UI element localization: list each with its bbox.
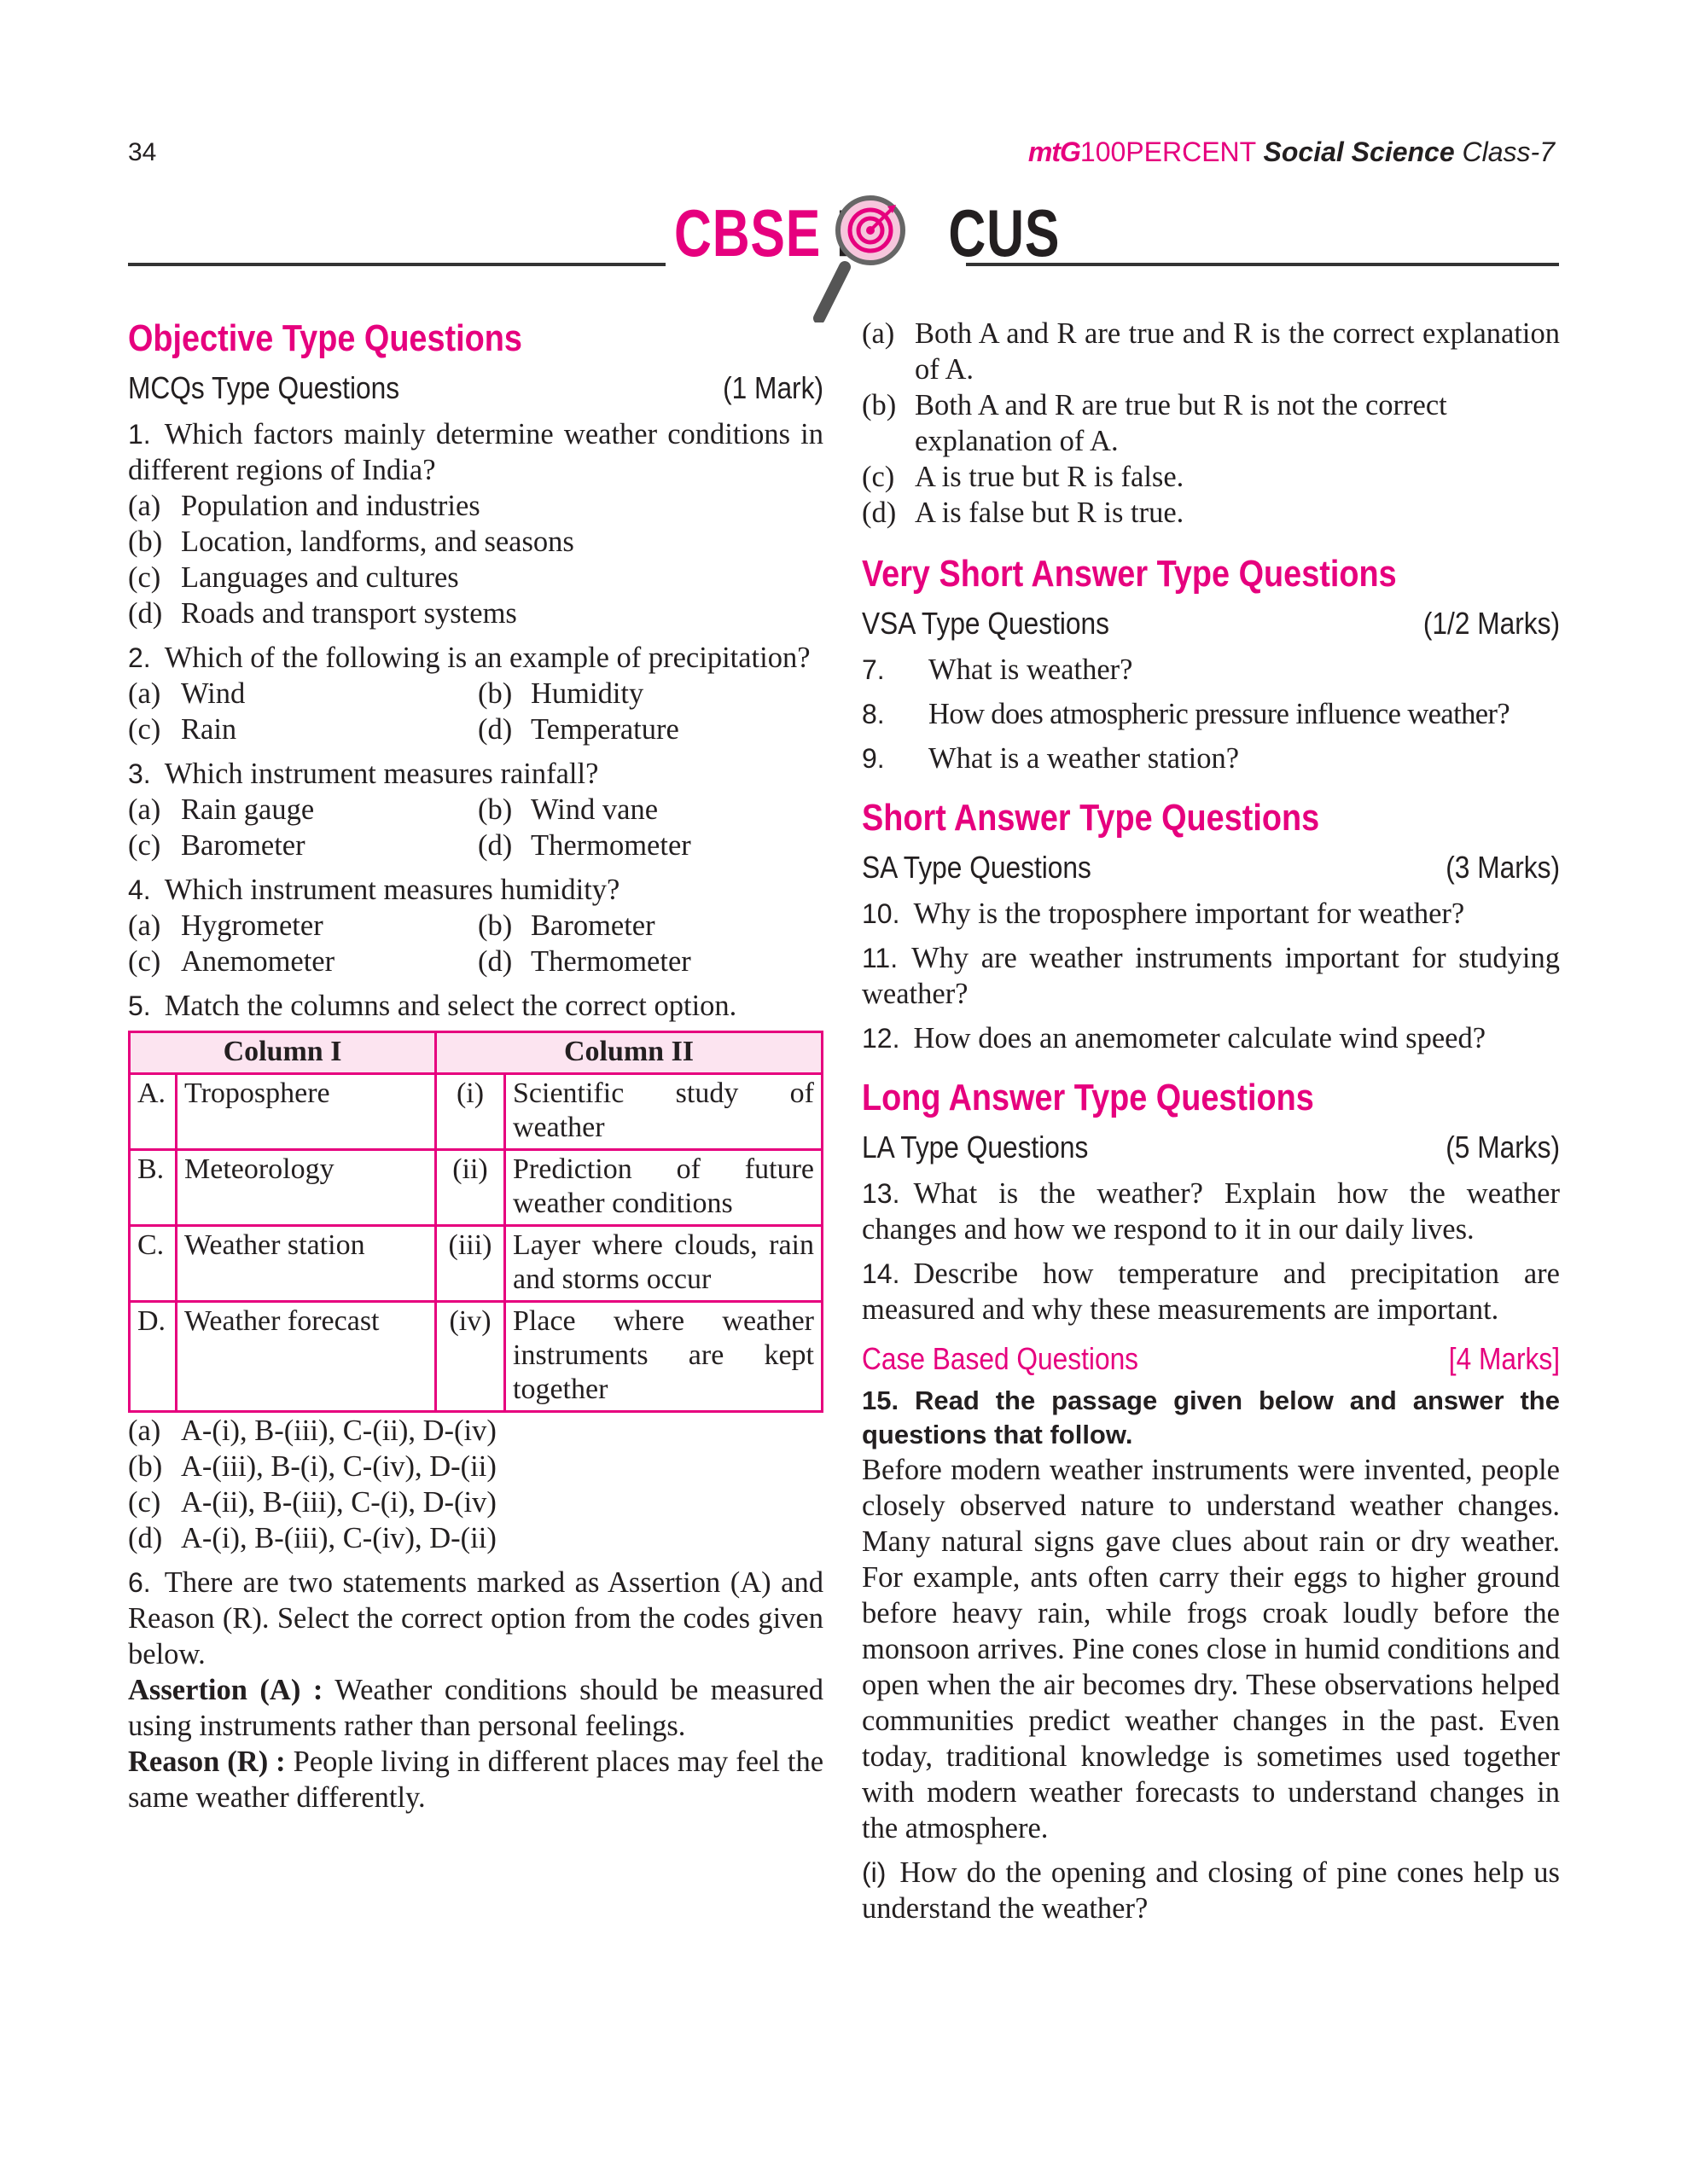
brand-subject: Social Science	[1263, 136, 1455, 167]
section-title-vsa: Very Short Answer Type Questions	[862, 553, 1397, 595]
question-5: 5. Match the columns and select the correct option.	[128, 990, 737, 1022]
option: (d) A-(i), B-(iii), C-(iv), D-(ii)	[128, 1522, 497, 1554]
table-row: A. Troposphere (i) Scientific study of weather	[130, 1074, 823, 1150]
case-sub-question-i: (i) How do the opening and closing of pine cones help us understand the weather?	[862, 1856, 1560, 1925]
table-row: D. Weather forecast (iv) Place where weather instruments are kept together	[130, 1302, 823, 1412]
question-8: 8. How does atmospheric pressure influence weather?	[862, 698, 1510, 730]
assertion: Assertion (A) : Weather conditions should be measured using instruments rather than personal feelings.	[128, 1674, 823, 1742]
la-subtitle: LA Type Questions	[862, 1130, 1089, 1165]
options-grid	[128, 676, 823, 747]
option: (c) Anemometer	[128, 945, 335, 978]
option: (b) Both A and R are true but R is not the correct explanation of A.	[862, 389, 1447, 457]
question-9: 9. What is a weather station?	[862, 742, 1240, 775]
la-subheader	[862, 1128, 1560, 1167]
option: (a) Both A and R are true and R is the correct explanation of A.	[862, 317, 1560, 386]
option: (b) Wind vane	[478, 793, 659, 826]
question-12: 12. How does an anemometer calculate wind speed?	[862, 1022, 1486, 1054]
left-column	[128, 316, 823, 1815]
question-10: 10. Why is the troposphere important for weather?	[862, 897, 1465, 930]
option: (c) A-(ii), B-(iii), C-(i), D-(iv)	[128, 1486, 497, 1519]
reason: Reason (R) : People living in different places may feel the same weather differently.	[128, 1745, 824, 1814]
option: (d) A is false but R is true.	[862, 497, 1184, 529]
option: (d) Thermometer	[478, 945, 691, 978]
right-column	[862, 316, 1560, 1926]
option: (a) Rain gauge	[128, 793, 315, 826]
option: (a) Hygrometer	[128, 909, 323, 942]
option: (c) A is true but R is false.	[862, 461, 1184, 493]
section-title-la: Long Answer Type Questions	[862, 1077, 1314, 1118]
magnifier-target-icon	[802, 195, 922, 322]
sa-subheader	[862, 848, 1560, 887]
option: (a) A-(i), B-(iii), C-(ii), D-(iv)	[128, 1414, 497, 1447]
question-14: 14. Describe how temperature and precipitation are measured and why these measurements are important.	[862, 1258, 1560, 1326]
sa-subtitle: SA Type Questions	[862, 850, 1091, 885]
options-grid	[128, 792, 823, 863]
section-title-objective: Objective Type Questions	[128, 317, 522, 359]
option: (d) Thermometer	[478, 829, 691, 862]
case-marks: [4 Marks]	[1448, 1341, 1560, 1376]
option: (b) Barometer	[478, 909, 655, 942]
brand-name: 100PERCENT	[1079, 136, 1256, 167]
question-3: 3. Which instrument measures rainfall?	[128, 758, 599, 790]
question-7: 7. What is weather?	[862, 653, 1133, 686]
column-1-header: Column I	[130, 1032, 436, 1074]
mcq-marks: (1 Mark)	[723, 370, 823, 405]
question-15-instruction: 15. Read the passage given below and answer the questions that follow.	[862, 1385, 1560, 1449]
case-passage: Before modern weather instruments were invented, people closely observed nature to understand weather changes. Many natural signs gave clues about rain or dry weather. For example, ants often carry their eggs to higher ground before heavy rain, while frogs croak loudly before the monsoon arrives. Pine cones close in humid conditions and open when the air becomes dry. These observations helped communities predict weather changes in the past. Even today, traditional knowledge is sometimes used together with modern weather forecasts to understand changes in the atmosphere.	[862, 1454, 1560, 1844]
option: (a) Population and industries	[128, 490, 480, 522]
mcq-subtitle: MCQs Type Questions	[128, 370, 400, 405]
banner-cus: CUS	[948, 195, 1061, 270]
column-2-header: Column II	[436, 1032, 823, 1074]
page-number: 34	[128, 138, 157, 166]
option: (c) Barometer	[128, 829, 305, 862]
question-1: 1. Which factors mainly determine weather conditions in different regions of India?	[128, 418, 823, 486]
question-11: 11. Why are weather instruments important for studying weather?	[862, 942, 1560, 1010]
banner-rule-left	[128, 263, 666, 266]
mcq-subheader	[128, 369, 823, 408]
option: (b) Humidity	[478, 677, 644, 710]
option: (b) Location, landforms, and seasons	[128, 526, 574, 558]
question-2: 2. Which of the following is an example of precipitation?	[128, 642, 811, 674]
section-title-sa: Short Answer Type Questions	[862, 797, 1320, 839]
option: (c) Rain	[128, 713, 237, 746]
brand-logo: mtG	[1027, 136, 1080, 167]
option: (d) Temperature	[478, 713, 679, 746]
vsa-marks: (1/2 Marks)	[1422, 606, 1560, 641]
vsa-subtitle: VSA Type Questions	[862, 606, 1110, 641]
brand-class: Class-7	[1462, 136, 1555, 167]
table-row: C. Weather station (iii) Layer where clouds, rain and storms occur	[130, 1226, 823, 1302]
la-marks: (5 Marks)	[1446, 1130, 1560, 1165]
option: (a) Wind	[128, 677, 246, 710]
case-subtitle: Case Based Questions	[862, 1341, 1139, 1376]
options-grid	[128, 908, 823, 979]
match-table	[128, 1031, 823, 1413]
question-4: 4. Which instrument measures humidity?	[128, 874, 620, 906]
question-6: 6. There are two statements marked as Assertion (A) and Reason (R). Select the correct option from the codes given below.	[128, 1566, 823, 1670]
vsa-subheader	[862, 604, 1560, 643]
table-row: B. Meteorology (ii) Prediction of future weather conditions	[130, 1150, 823, 1226]
case-subheader	[862, 1339, 1560, 1379]
option: (b) A-(iii), B-(i), C-(iv), D-(ii)	[128, 1450, 497, 1483]
option: (d) Roads and transport systems	[128, 597, 517, 630]
book-brand	[1028, 136, 1555, 168]
question-13: 13. What is the weather? Explain how the weather changes and how we respond to it in our daily lives.	[862, 1177, 1560, 1246]
option: (c) Languages and cultures	[128, 561, 459, 594]
sa-marks: (3 Marks)	[1446, 850, 1560, 885]
banner-cbse: CBSE	[674, 195, 822, 270]
